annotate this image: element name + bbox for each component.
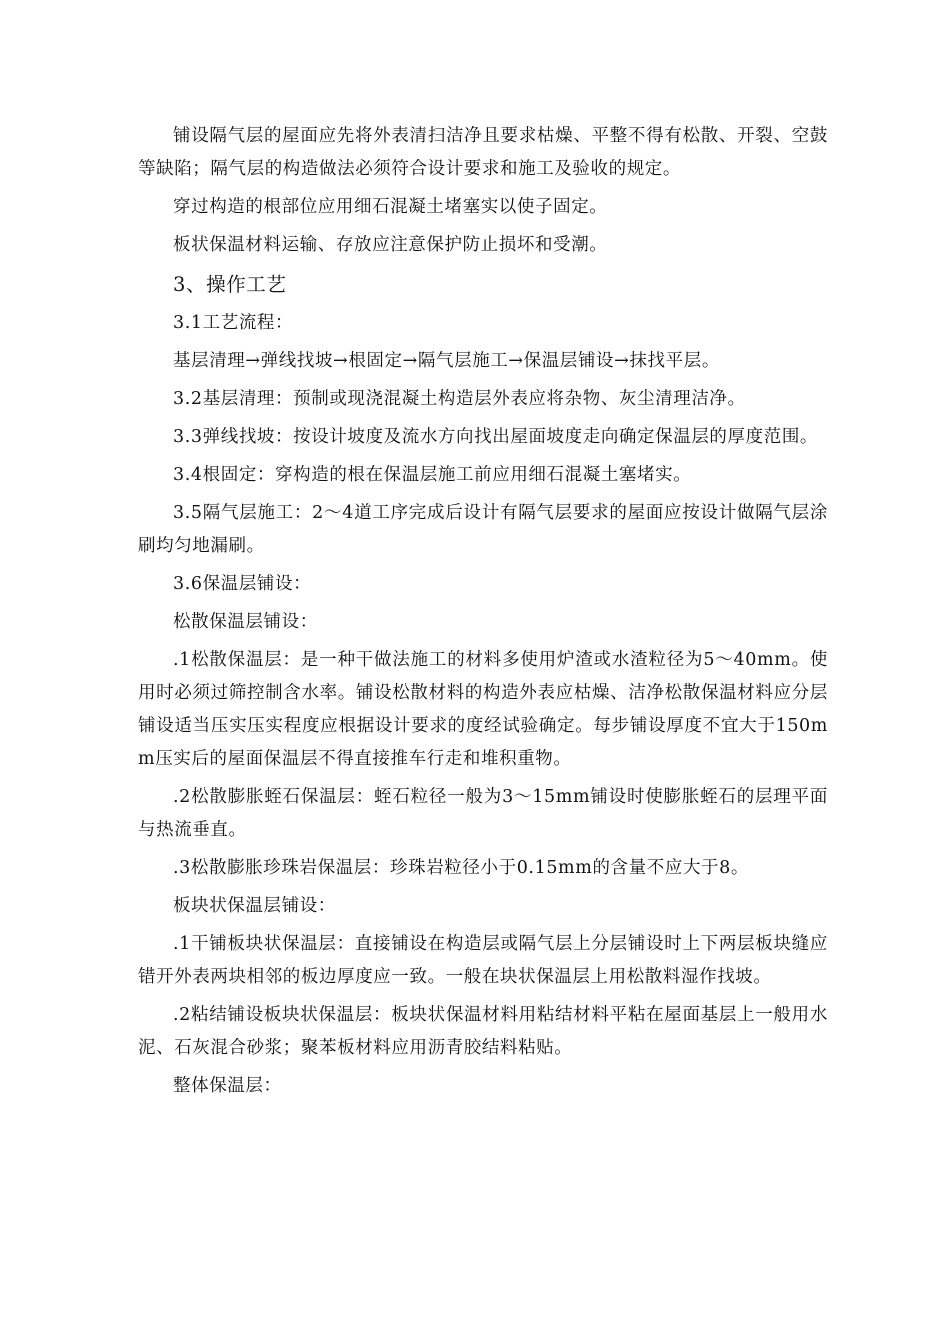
- paragraph-board-storage: 板状保温材料运输、存放应注意保护防止损坏和受潮。: [173, 235, 608, 255]
- paragraph-3-3-slope-marking: 3.3弹线找坡：按设计坡度及流水方向找出屋面坡度走向确定保温层的厚度范围。: [173, 427, 819, 447]
- paragraph-loose-insulation-3: .3松散膨胀珍珠岩保温层：珍珠岩粒径小于0.15mm的含量不应大于8。: [173, 858, 749, 878]
- paragraph-3-2-base-cleaning: 3.2基层清理：预制或现浇混凝土构造层外表应将杂物、灰尘清理洁净。: [173, 389, 746, 409]
- paragraph-loose-insulation-heading: 松散保温层铺设：: [173, 612, 318, 632]
- paragraph-3-6-insulation-laying: 3.6保温层铺设：: [173, 574, 312, 594]
- paragraph-board-insulation-2: .2粘结铺设板块状保温层：板块状保温材料用粘结材料平粘在屋面基层上一般用水泥、石灰混合砂浆；聚苯板材料应用沥青胶结料粘贴。: [138, 1005, 828, 1058]
- paragraph-loose-insulation-1: .1松散保温层：是一种干做法施工的材料多使用炉渣或水渣粒径为5～40mm。使用时必须过筛控制含水率。铺设松散材料的构造外表应枯燥、洁净松散保温材料应分层铺设适当压实压实程度应根据设计要求的度经试验确定。每步铺设厚度不宜大于150mm压实后的屋面保温层不得直接推车行走和堆积重物。: [138, 650, 828, 769]
- paragraph-board-insulation-1: .1干铺板块状保温层：直接铺设在构造层或隔气层上分层铺设时上下两层板块缝应错开外表两块相邻的板边厚度应一致。一般在块状保温层上用松散料湿作找坡。: [138, 934, 828, 987]
- paragraph-3-4-root-fixing: 3.4根固定：穿构造的根在保温层施工前应用细石混凝土塞堵实。: [173, 465, 692, 485]
- paragraph-3-1-process-flow: 3.1工艺流程：: [173, 313, 294, 333]
- section-heading-operation-process: 3、操作工艺: [173, 273, 287, 296]
- paragraph-board-insulation-heading: 板块状保温层铺设：: [173, 896, 336, 916]
- paragraph-3-5-vapor-barrier: 3.5隔气层施工：2～4道工序完成后设计有隔气层要求的屋面应按设计做隔气层涂刷均匀地漏刷。: [138, 503, 828, 556]
- paragraph-vapor-barrier-prep: 铺设隔气层的屋面应先将外表清扫洁净且要求枯燥、平整不得有松散、开裂、空鼓等缺陷；隔气层的构造做法必须符合设计要求和施工及验收的规定。: [138, 126, 828, 179]
- paragraph-pipe-root-fixing: 穿过构造的根部位应用细石混凝土堵塞实以使子固定。: [173, 197, 608, 217]
- document-body: [138, 120, 828, 1108]
- paragraph-loose-insulation-2: .2松散膨胀蛭石保温层：蛭石粒径一般为3～15mm铺设时使膨胀蛭石的层理平面与热流垂直。: [138, 787, 828, 840]
- paragraph-process-steps: 基层清理→弹线找坡→根固定→隔气层施工→保温层铺设→抹找平层。: [173, 351, 720, 371]
- paragraph-monolithic-insulation-heading: 整体保温层：: [173, 1076, 282, 1096]
